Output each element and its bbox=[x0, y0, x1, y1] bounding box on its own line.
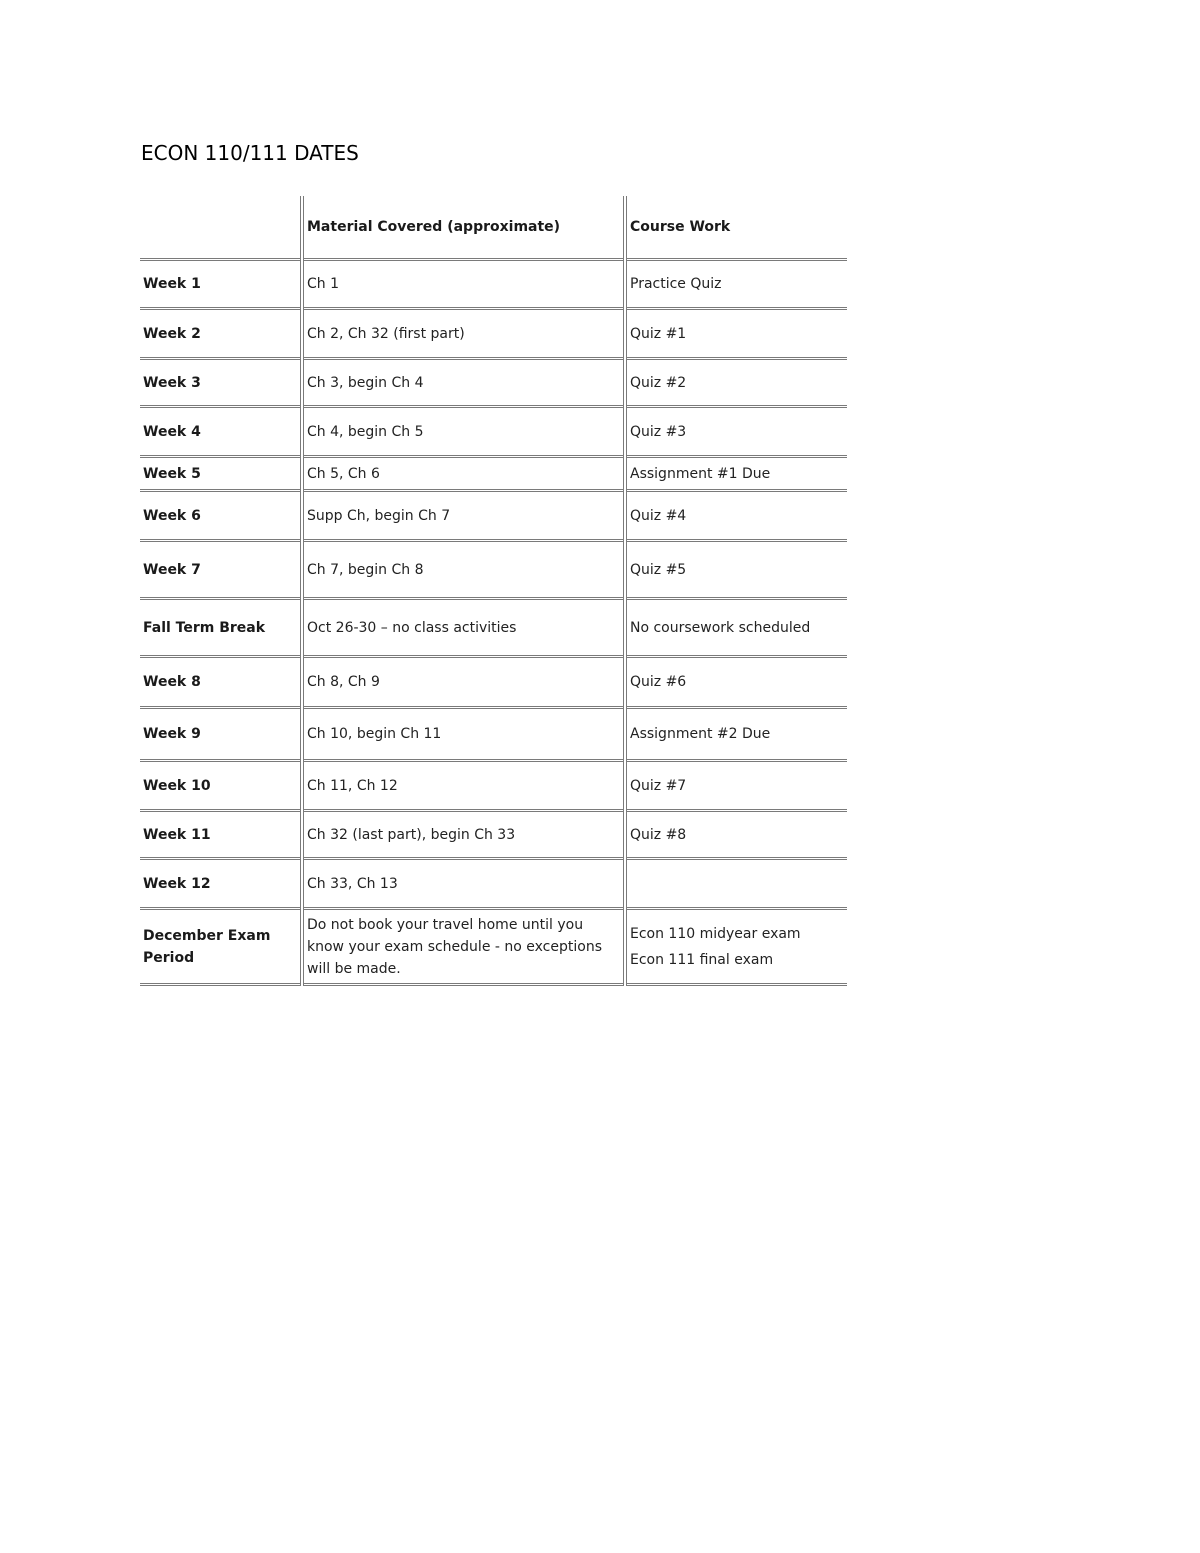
exam-period-course-work-cell bbox=[625, 909, 847, 985]
material-cell: Ch 5, Ch 6 bbox=[302, 457, 625, 491]
header-cell-course-work: Course Work bbox=[625, 196, 847, 260]
table-row bbox=[140, 599, 847, 657]
course-work-cell: Quiz #2 bbox=[625, 359, 847, 407]
week-label: Week 8 bbox=[143, 674, 201, 690]
header-cell-empty bbox=[140, 196, 302, 260]
course-work-cell: Quiz #1 bbox=[625, 309, 847, 359]
course-work-cell: Assignment #2 Due bbox=[625, 708, 847, 761]
week-label: Week 3 bbox=[143, 374, 201, 391]
exam-period-label bbox=[140, 909, 302, 985]
exam-period-note-cell bbox=[302, 909, 625, 985]
week-label: Week 1 bbox=[143, 276, 201, 292]
week-label: Week 5 bbox=[143, 465, 201, 482]
table-row bbox=[140, 457, 847, 491]
week-label: Week 9 bbox=[143, 726, 201, 742]
exam-line-econ-111: Econ 111 final exam bbox=[630, 951, 774, 968]
page-title: ECON 110/111 DATES bbox=[141, 141, 359, 165]
course-work-cell: Quiz #7 bbox=[625, 761, 847, 811]
course-work-cell: Practice Quiz bbox=[625, 260, 847, 309]
table-row bbox=[140, 859, 847, 909]
material-cell: Ch 2, Ch 32 (first part) bbox=[302, 309, 625, 359]
table-row bbox=[140, 491, 847, 541]
material-cell: Ch 33, Ch 13 bbox=[302, 859, 625, 909]
material-cell: Ch 3, begin Ch 4 bbox=[302, 359, 625, 407]
table-row bbox=[140, 260, 847, 309]
material-cell: Ch 8, Ch 9 bbox=[302, 657, 625, 708]
week-label: Week 2 bbox=[143, 325, 201, 342]
table-row bbox=[140, 407, 847, 457]
table-header-row bbox=[140, 196, 847, 260]
material-cell: Ch 7, begin Ch 8 bbox=[302, 541, 625, 599]
exam-line-econ-110: Econ 110 midyear exam bbox=[630, 925, 801, 942]
week-label: Week 6 bbox=[143, 507, 201, 524]
week-label: Fall Term Break bbox=[143, 619, 266, 636]
table-row bbox=[140, 811, 847, 859]
table-row bbox=[140, 309, 847, 359]
material-cell: Ch 10, begin Ch 11 bbox=[302, 708, 625, 761]
material-cell: Oct 26-30 – no class activities bbox=[302, 599, 625, 657]
table-row bbox=[140, 359, 847, 407]
week-label: Week 12 bbox=[143, 875, 211, 892]
course-work-cell: Quiz #3 bbox=[625, 407, 847, 457]
material-cell: Ch 32 (last part), begin Ch 33 bbox=[302, 811, 625, 859]
week-label: Week 4 bbox=[143, 423, 201, 440]
week-label: Week 10 bbox=[143, 777, 211, 794]
week-label: Week 7 bbox=[143, 561, 201, 578]
material-cell: Supp Ch, begin Ch 7 bbox=[302, 491, 625, 541]
material-cell: Ch 1 bbox=[302, 260, 625, 309]
material-cell: Ch 11, Ch 12 bbox=[302, 761, 625, 811]
table-row bbox=[140, 708, 847, 761]
schedule-table bbox=[140, 196, 847, 986]
course-work-cell: Quiz #4 bbox=[625, 491, 847, 541]
course-work-cell: Quiz #5 bbox=[625, 541, 847, 599]
course-work-cell: No coursework scheduled bbox=[625, 599, 847, 657]
week-label: Week 11 bbox=[143, 826, 211, 843]
course-work-cell: Assignment #1 Due bbox=[625, 457, 847, 491]
material-cell: Ch 4, begin Ch 5 bbox=[302, 407, 625, 457]
table-row-exam-period bbox=[140, 909, 847, 985]
table-row bbox=[140, 761, 847, 811]
course-work-cell: Quiz #6 bbox=[625, 657, 847, 708]
table-row bbox=[140, 541, 847, 599]
exam-period-note: Do not book your travel home until you know your exam schedule - no exceptions will be made. bbox=[307, 916, 602, 977]
table-row bbox=[140, 657, 847, 708]
course-work-cell bbox=[625, 859, 847, 909]
exam-period-label-text: December Exam Period bbox=[143, 927, 271, 966]
header-cell-material: Material Covered (approximate) bbox=[302, 196, 625, 260]
course-work-cell: Quiz #8 bbox=[625, 811, 847, 859]
